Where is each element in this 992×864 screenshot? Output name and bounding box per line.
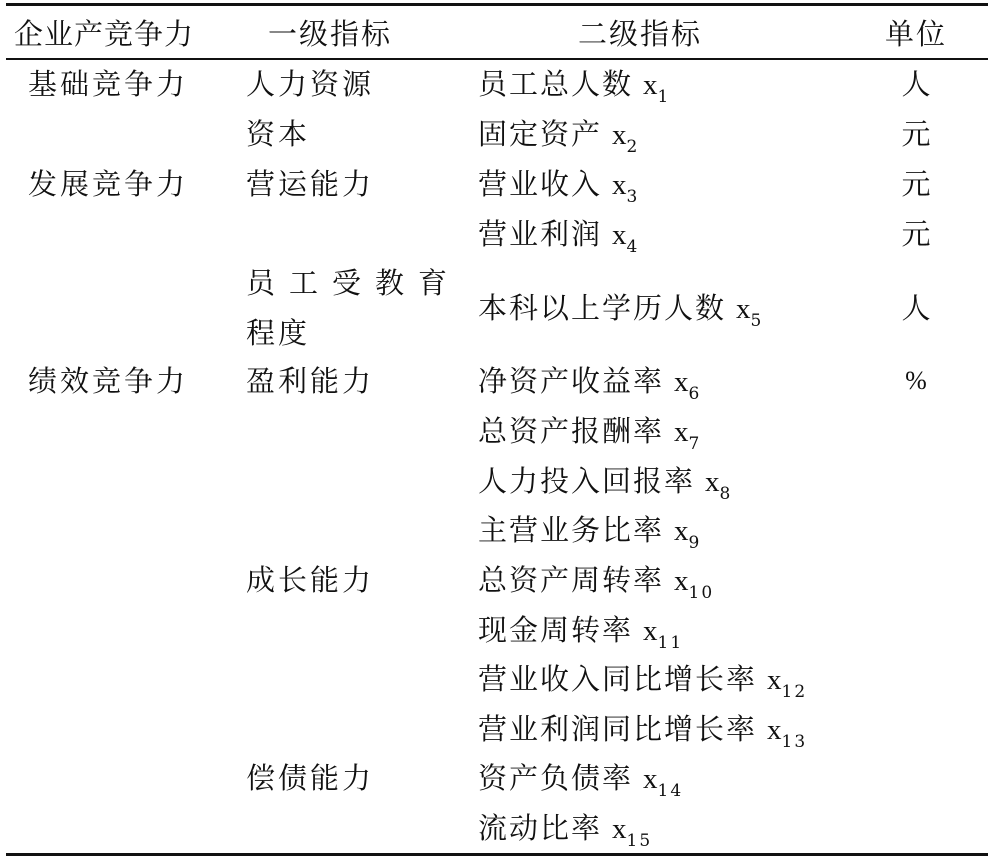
- indicator-label: 营业收入同比增长率: [478, 662, 758, 696]
- indicator-subscript: 7: [688, 434, 702, 454]
- indicator-label: 本科以上学历人数: [478, 291, 727, 325]
- indicator-subscript: 15: [626, 831, 653, 851]
- indicator-variable: x: [767, 714, 782, 746]
- indicator-subscript: 4: [626, 237, 640, 257]
- unit-cell: 元: [901, 217, 931, 251]
- indicator-variable: x: [767, 664, 782, 696]
- level1-education-line1: 员工受教育: [246, 266, 462, 300]
- indicator-subscript: 3: [626, 187, 640, 207]
- indicator-variable: x: [643, 69, 658, 101]
- indicator-subscript: 9: [688, 533, 702, 553]
- level2-indicator: [478, 810, 652, 851]
- indicator-variable: x: [736, 293, 751, 325]
- indicator-label: 总资产周转率: [478, 563, 665, 597]
- level2-indicator: [478, 711, 807, 752]
- indicator-variable: x: [612, 813, 627, 845]
- indicator-label: 现金周转率: [478, 613, 634, 647]
- indicator-label: 资产负债率: [478, 761, 634, 795]
- unit-cell: %: [905, 366, 927, 395]
- category-development: 发展竞争力: [28, 167, 189, 201]
- indicator-label: 流动比率: [478, 811, 603, 845]
- table-header-rule: [6, 58, 988, 60]
- level2-indicator: [478, 760, 683, 801]
- table-bottom-rule: [6, 853, 988, 856]
- indicator-subscript: 8: [719, 484, 733, 504]
- indicator-label: 固定资产: [478, 117, 603, 151]
- indicator-label: 总资产报酬率: [478, 414, 665, 448]
- level1-capital: 资本: [246, 117, 311, 151]
- level2-indicator: [478, 562, 714, 603]
- indicator-variable: x: [643, 615, 658, 647]
- level2-indicator: [478, 363, 701, 404]
- level2-indicator: [478, 413, 701, 454]
- level2-indicator: [478, 661, 807, 702]
- indicator-subscript: 10: [688, 583, 715, 603]
- indicator-variable: x: [705, 466, 720, 498]
- indicator-subscript: 1: [657, 87, 671, 107]
- level2-indicator: [478, 612, 683, 653]
- indicator-label: 营业收入: [478, 167, 603, 201]
- level2-indicator: [478, 216, 639, 257]
- unit-cell: 人: [901, 67, 931, 101]
- indicator-label: 人力投入回报率: [478, 464, 696, 498]
- indicator-subscript: 14: [657, 781, 684, 801]
- level1-human-resources: 人力资源: [246, 67, 375, 101]
- indicator-subscript: 12: [781, 682, 808, 702]
- category-basic: 基础竞争力: [28, 67, 189, 101]
- category-performance: 绩效竞争力: [28, 364, 189, 398]
- level2-indicator: [478, 166, 639, 207]
- indicator-subscript: 6: [688, 384, 702, 404]
- header-level1-indicator: 一级指标: [268, 17, 393, 51]
- unit-cell: 人: [901, 291, 931, 325]
- indicator-subscript: 13: [781, 732, 808, 752]
- level2-indicator: [478, 512, 701, 553]
- indicator-subscript: 2: [626, 137, 640, 157]
- indicator-variable: x: [674, 366, 689, 398]
- level2-indicator: [478, 290, 763, 331]
- indicator-subscript: 5: [750, 311, 764, 331]
- level2-indicator: [478, 66, 670, 107]
- header-competitiveness: 企业产竞争力: [14, 17, 195, 51]
- header-level2-indicator: 二级指标: [578, 17, 703, 51]
- indicator-label: 营业利润: [478, 217, 603, 251]
- level2-indicator: [478, 116, 639, 157]
- level1-profitability: 盈利能力: [246, 364, 375, 398]
- indicator-variable: x: [674, 565, 689, 597]
- level1-growth: 成长能力: [246, 563, 375, 597]
- level1-operating: 营运能力: [246, 167, 375, 201]
- level1-education-line2: 程度: [246, 316, 311, 350]
- unit-cell: 元: [901, 167, 931, 201]
- indicator-label: 净资产收益率: [478, 364, 665, 398]
- indicator-subscript: 11: [657, 633, 684, 653]
- indicator-variable: x: [612, 169, 627, 201]
- indicator-variable: x: [643, 763, 658, 795]
- unit-cell: 元: [901, 117, 931, 151]
- indicator-variable: x: [674, 416, 689, 448]
- indicator-label: 主营业务比率: [478, 513, 665, 547]
- indicator-variable: x: [612, 219, 627, 251]
- indicator-label: 员工总人数: [478, 67, 634, 101]
- level1-solvency: 偿债能力: [246, 761, 375, 795]
- indicator-label: 营业利润同比增长率: [478, 712, 758, 746]
- level2-indicator: [478, 463, 732, 504]
- table-top-rule: [6, 3, 988, 6]
- header-unit: 单位: [884, 17, 947, 51]
- indicator-variable: x: [612, 119, 627, 151]
- indicator-variable: x: [674, 515, 689, 547]
